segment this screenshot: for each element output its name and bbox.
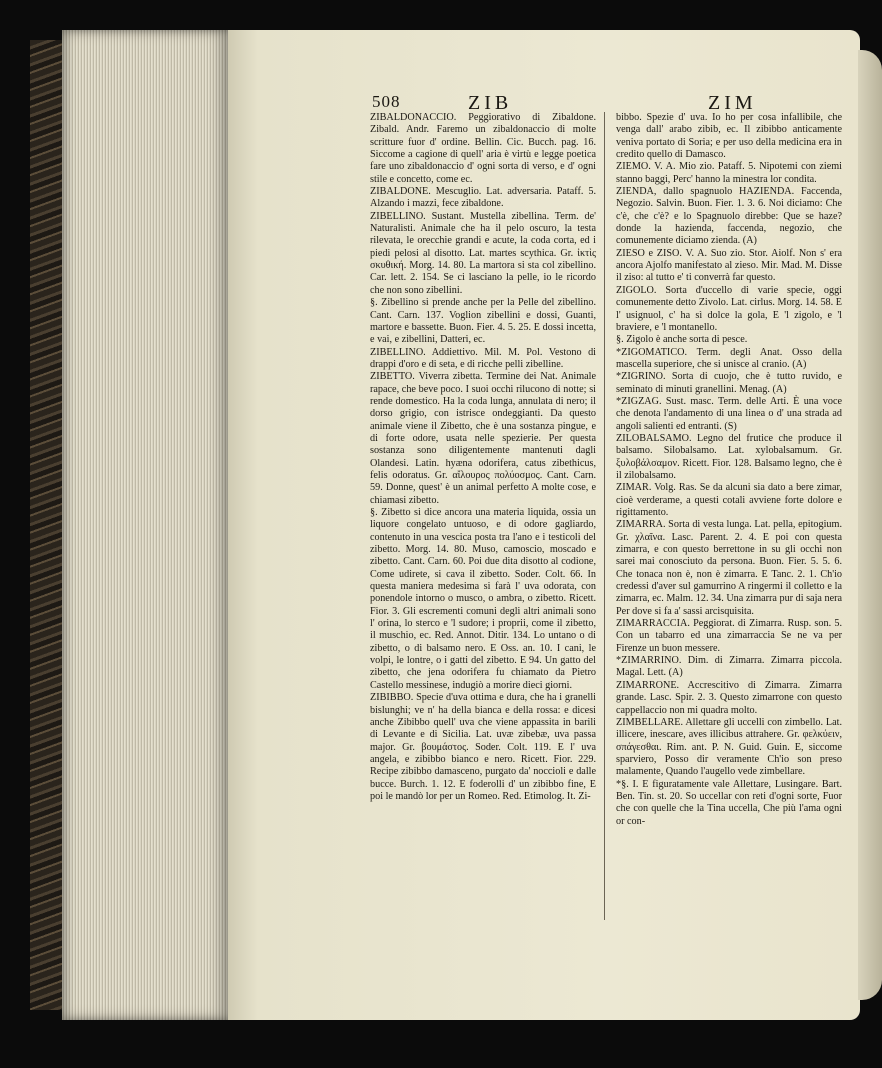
entry: ZIEMO. V. A. Mio zio. Pataff. 5. Nipotemi con ziemi stanno baggi, Perc' hanno la minestra lor condita. bbox=[616, 161, 842, 185]
entry: ZIBIBBO. Specie d'uva ottima e dura, che ha i granelli bislunghi; ve n' ha della bianca e della rossa: e dicesi anche Zibibbo quell' uva che viene appassita in barili di Levante e di Sicilia. Lat. uvæ zibebæ, uva passa major. Gr. βουμάστος. Soder. Colt. 119. E l' uva angela, e zibibbo bianco e nero. Ricett. Fior. 229. Recipe zibibbo damasceno, purgato da' noccioli e dalle bucce. Burch. 1. 12. E foderolli d' un zibibbo fine, E poi le mandò lor per un Romeo. Red. Etimolog. It. Zi- bbox=[370, 692, 596, 802]
entry: ZIMARRACCIA. Peggiorat. di Zimarra. Rusp. son. 5. Con un tabarro ed una zimarraccia Se ne va per Firenze un buon messere. bbox=[616, 618, 842, 654]
left-column bbox=[370, 112, 596, 803]
entry: ZIMBELLARE. Allettare gli uccelli con zimbello. Lat. illicere, inescare, aves illicibus attrahere. Gr. φελκύειν, σπάγεσθαι. Rim. ant. P. N. Guid. Guin. E, siccome sparviero, Posso dir veramente Ch'io son preso malamente, Quando l'augello vede zimbellare. bbox=[616, 716, 842, 778]
entry: ZIBALDONACCIO. Peggiorativo di Zibaldone. Zibald. Andr. Faremo un zibaldonaccio di molte scritture fuor d' ordine. Bellin. Cic. Bucch. pag. 16. Siccome a cagione di quell' aria è virtù e legge poetica fare uno zibaldonaccio d' ogni sorta di verso, e d' ogni stile e concetto, come ec. bbox=[370, 112, 596, 185]
entry: ZIMARRA. Sorta di vesta lunga. Lat. pella, epitogium. Gr. χλαῖνα. Lasc. Parent. 2. 4. E poi con questa zimarra, e con questo berrettone in su gli occhi non sarei mai conosciuto da persona. Buon. Fier. 5. 5. 6. Che tonaca non è, non è zimarra. E Tanc. 2. 1. Ch'io credessi d'aver sul gamurrino A ringermi il colletto e la zimarra, ec. Malm. 12. 34. Una zimarra pur di saja nera Per dove si fa a' sassi arcisquisita. bbox=[616, 519, 843, 617]
entry: bibbo. Spezie d' uva. Io ho per cosa infallibile, che venga dall' arabo zibib, ec. Il zibibbo anticamente veniva portato di Soria; e per uso della medicina era in credito quello di Damasco. bbox=[616, 112, 842, 161]
page-edges bbox=[62, 30, 230, 1020]
left-guide-word: ZIB bbox=[468, 92, 513, 114]
entry: ZIBELLINO. Sustant. Mustella zibellina. Term. de' Naturalisti. Animale che ha il pelo oscuro, la testa rilevata, le orecchie grandi e acute, la coda corta, ed i piedi pelosi al disotto. Lat. martes scythica. Gr. ἰκτὶς σκυθική. Morg. 14. 80. La martora si sta col zibellino. Car. lett. 2. 154. Se ci lasciano la pelle, io le ricordo che non sono zibellini. bbox=[370, 210, 596, 296]
right-guide-word: ZIM bbox=[708, 92, 757, 114]
entry: ZIMARRONE. Accrescitivo di Zimarra. Zimarra grande. Lasc. Spir. 2. 3. Questo zimarrone con questo cappellaccio non mi quadra molto. bbox=[616, 679, 842, 716]
entry: ZIESO e ZISO. V. A. Suo zio. Stor. Aiolf. Non s' era ancora Ajolfo manifestato al zieso. Mir. Mad. M. Disse il ziso: al tutto e' ti converrà far questo. bbox=[616, 247, 842, 284]
entry: ZIBETTO. Viverra zibetta. Termine dei Nat. Animale rapace, che beve poco. I suoi occhi rilucono di notte; si rende domestico. Ha la coda lunga, annulata di nero; il dorso grigio, con istrisce ondeggianti. Da questo animale viene il Zibetto, che è una sostanza pingue, e di forte odore, usata nelle spezierie. Per questa sostanza sono diligentemente mantenuti dagli Olandesi. Latin. hyæna odorifera, catus zibethicus, felis odoratus. Gr. αἴλουρος πολύοσμος. Cant. Carn. 59. Donne, quest' è un animal perfetto A molte cose, e chiamasi zibetto. bbox=[370, 371, 596, 506]
entry: §. Zibellino si prende anche per la Pelle del zibellino. Cant. Carn. 137. Voglion zibellini e dossi, Guanti, martore e bassette. Buon. Fier. 4. 5. 25. E dossi incetta, e vai, e zibellini, Datteri, ec. bbox=[370, 297, 596, 346]
book-spine bbox=[30, 40, 66, 1010]
entry: ZIBALDONE. Mescuglio. Lat. adversaria. Pataff. 5. Alzando i mazzi, fece zibaldone. bbox=[370, 186, 596, 210]
entry: ZIENDA, dallo spagnuolo HAZIENDA. Faccenda, Negozio. Salvin. Buon. Fier. 1. 3. 6. Noi diciamo: Che c'è, che c'è? e lo Spagnuolo direbbe: Que se haze? donde la hazienda, faccenda, negozio, che comunemente diciamo zienda. (A) bbox=[616, 186, 842, 247]
entry: *§. I. E figuratamente vale Allettare, Lusingare. Bart. Ben. Tin. st. 20. So uccellar con reti d'ogni sorte, Fuor che con quelle che la Tina uccella, Che più l'ama ogni or con- bbox=[616, 778, 842, 827]
right-column bbox=[616, 112, 842, 828]
entry: *ZIMARRINO. Dim. di Zimarra. Zimarra piccola. Magal. Lett. (A) bbox=[616, 655, 842, 679]
column-rule bbox=[604, 112, 605, 920]
page-number: 508 bbox=[372, 92, 401, 111]
facing-page-edge bbox=[858, 50, 882, 1000]
entry: ZIMAR. Volg. Ras. Se da alcuni sia dato a bere zimar, cioè verderame, a questi cotali avviene forte dolore e rigittamento. bbox=[616, 482, 842, 518]
entry: *ZIGZAG. Sust. masc. Term. delle Arti. È una voce che denota l'andamento di una linea o d' una strada ad angoli salienti ed entranti. (S) bbox=[616, 395, 842, 432]
entry: ZIGOLO. Sorta d'uccello di varie specie, oggi comunemente detto Zivolo. Lat. cirlus. Morg. 14. 58. E l' usignuol, c' ha sì dolce la gola, E 'l zigolo, e 'l braviere, e 'l montanello. bbox=[616, 284, 842, 333]
entry: §. Zigolo è anche sorta di pesce. bbox=[616, 334, 748, 346]
entry: *ZIGRINO. Sorta di cuojo, che è tutto ruvido, e seminato di minuti granellini. Menag. (A) bbox=[616, 371, 842, 395]
entry: §. Zibetto si dice ancora una materia liquida, ossia un liquore congelato untuoso, e di odore gagliardo, contenuto in una vescica posta tra l'ano e i testicoli del zibetto. Morg. 14. 80. Muso, camoscio, moscado e zibetto. Cant. Carn. 60. Poi due dita disotto al codione, Come udirete, si cava il zibetto. Soder. Colt. 66. In questa maniera medesima si farà l' uva odorata, con ponendole intorno o musco, o ambra, o zibetto. Ricett. Fior. 3. Gli escrementi comuni degli altri animali sono l' orina, lo sterco e 'l sudore; i proprii, come il zibetto, il muschio, ec. Red. Annot. Ditir. 134. Lo untano o di zibetto, o di balsamo nero. E Oss. an. 10. I cani, le volpi, le lontre, o i gatti del zibetto. E 94. Un gatto del zibetto, che jena odorifera fu chiamato da Pietro Castello messinese, indugiò a morire dieci giorni. bbox=[370, 507, 596, 691]
entry: *ZIGOMATICO. Term. degli Anat. Osso della mascella superiore, che si unisce al cranio. (A) bbox=[616, 346, 842, 370]
entry: ZIBELLINO. Addiettivo. Mil. M. Pol. Vestono di drappi d'oro e di seta, e di ricche pelli zibelline. bbox=[370, 346, 596, 370]
entry: ZILOBALSAMO. Legno del frutice che produce il balsamo. Silobalsamo. Lat. xylobalsamum. Gr. ξυλοβάλσαμον. Ricett. Fior. 128. Balsamo legno, che è il zilobalsamo. bbox=[616, 432, 842, 481]
